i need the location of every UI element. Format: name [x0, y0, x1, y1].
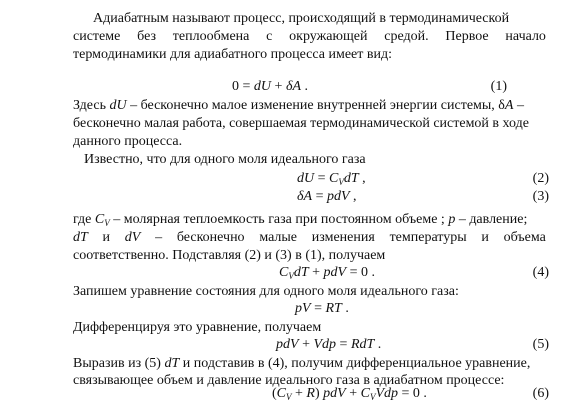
- paragraph-4-line-3: соответственно. Подставляя (2) и (3) в (1), получаем: [73, 248, 386, 263]
- paragraph-1-line-1: Адиабатным называют процесс, происходящий в термодинамической: [93, 11, 510, 26]
- equation-6: $(C_V + R)$ pdV + $C_VVdp = 0$ .: [272, 386, 427, 402]
- equation-number-3: (3): [532, 189, 549, 204]
- paragraph-7-line-2: связывающее объем и давление идеального газа в адиабатном процессе:: [73, 373, 505, 388]
- equation-state: pV = RT .: [295, 301, 349, 316]
- equation-number-6: (6): [532, 386, 549, 401]
- paragraph-1-line-2: системе без теплообмена с окружающей средой. Первое начало: [73, 29, 546, 44]
- equation-number-1: (1): [490, 79, 507, 94]
- paragraph-2-line-2: бесконечно малая работа, совершаемая термодинамической системой в ходе: [73, 116, 529, 131]
- paragraph-6: Дифференцируя это уравнение, получаем: [73, 320, 322, 335]
- paragraph-1-line-3: термодинамики для адиабатного процесса имеет вид:: [73, 47, 392, 62]
- paragraph-7-line-1: Выразив из (5) dT и подставив в (4), получим дифференциальное уравнение,: [73, 356, 531, 371]
- equation-number-4: (4): [532, 265, 549, 280]
- equation-1: 0 = dU + δA .: [232, 79, 308, 94]
- paragraph-5: Запишем уравнение состояния для одного моля идеального газа:: [73, 284, 459, 299]
- equation-number-5: (5): [532, 337, 549, 352]
- paragraph-4-line-2: dT и dV – бесконечно малые изменения температуры и объема: [73, 230, 546, 245]
- equation-3: δA = pdV ,: [297, 189, 357, 204]
- equation-number-2: (2): [532, 171, 549, 186]
- paragraph-4-line-1: где $C_V$ – молярная теплоемкость газа при постоянном объеме ; p – давление;: [73, 212, 528, 228]
- paragraph-3: Известно, что для одного моля идеального газа: [84, 152, 366, 167]
- equation-2: dU = $C_VdT$ ,: [297, 171, 366, 187]
- paragraph-2-line-1: Здесь dU – бесконечно малое изменение внутренней энергии системы, δA –: [73, 98, 524, 113]
- equation-5: pdV + Vdp = RdT .: [276, 337, 382, 352]
- paragraph-2-line-3: данного процесса.: [73, 134, 183, 149]
- equation-4: $C_VdT$ + pdV = 0 .: [279, 265, 376, 281]
